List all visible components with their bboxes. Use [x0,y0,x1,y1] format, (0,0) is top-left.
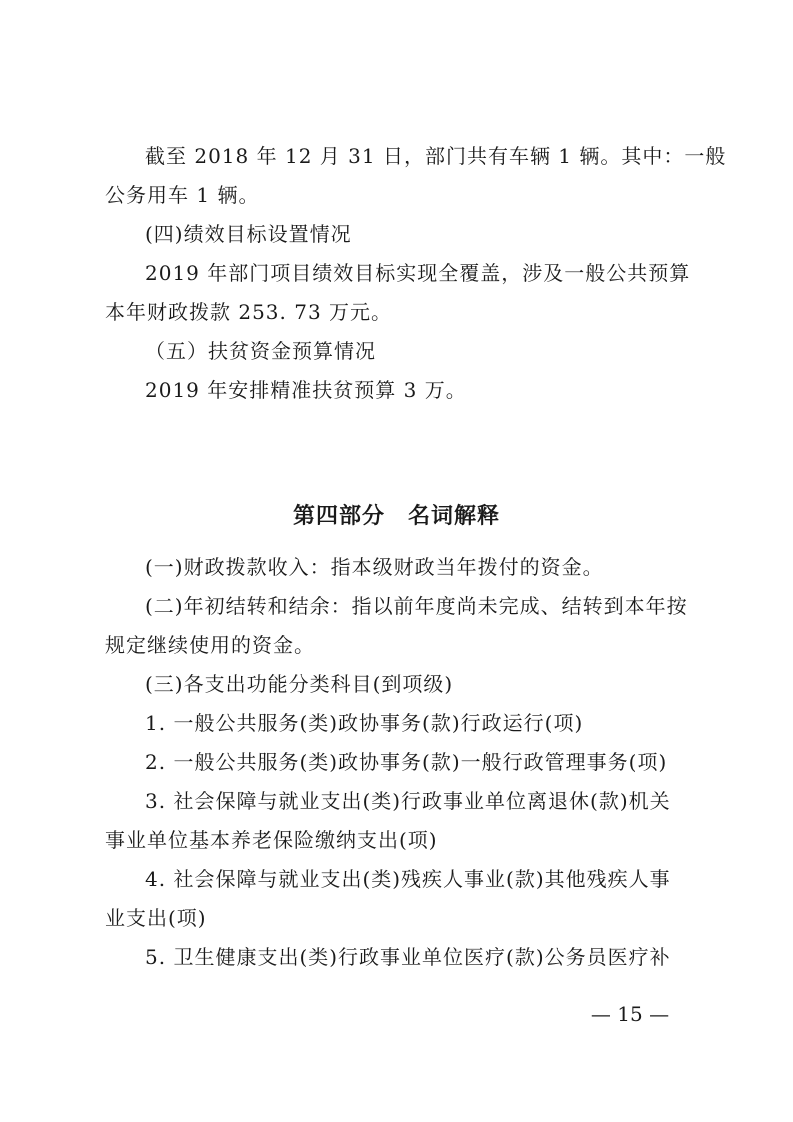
term-line: (二)年初结转和结余：指以前年度尚未完成、结转到本年按 [145,594,688,618]
term-line: (一)财政拨款收入：指本级财政当年拨付的资金。 [145,555,604,579]
term-line: 2. 一般公共服务(类)政协事务(款)一般行政管理事务(项) [145,750,668,774]
paragraph-line: 截至 2018 年 12 月 31 日，部门共有车辆 1 辆。其中：一般 [145,144,727,168]
term-line: 事业单位基本养老保险缴纳支出(项) [105,828,438,852]
paragraph-line: 公务用车 1 辆。 [105,183,260,207]
term-line: 3. 社会保障与就业支出(类)行政事业单位离退休(款)机关 [145,789,671,813]
section-title: 第四部分 名词解释 [292,504,500,529]
paragraph-line: 2019 年安排精准扶贫预算 3 万。 [145,378,467,402]
term-line: 业支出(项) [105,906,207,930]
paragraph-line: 2019 年部门项目绩效目标实现全覆盖，涉及一般公共预算 [145,261,691,285]
page-number: — 15 — [590,1002,670,1026]
subsection-heading: （五）扶贫资金预算情况 [145,339,376,363]
paragraph-line: 本年财政拨款 253. 73 万元。 [105,300,393,324]
term-line: 4. 社会保障与就业支出(类)残疾人事业(款)其他残疾人事 [145,867,671,891]
subsection-heading: (四)绩效目标设置情况 [145,222,352,246]
term-line: 5. 卫生健康支出(类)行政事业单位医疗(款)公务员医疗补 [145,945,671,969]
term-line: (三)各支出功能分类科目(到项级) [145,672,454,696]
term-line: 1. 一般公共服务(类)政协事务(款)行政运行(项) [145,711,584,735]
term-line: 规定继续使用的资金。 [105,633,315,657]
